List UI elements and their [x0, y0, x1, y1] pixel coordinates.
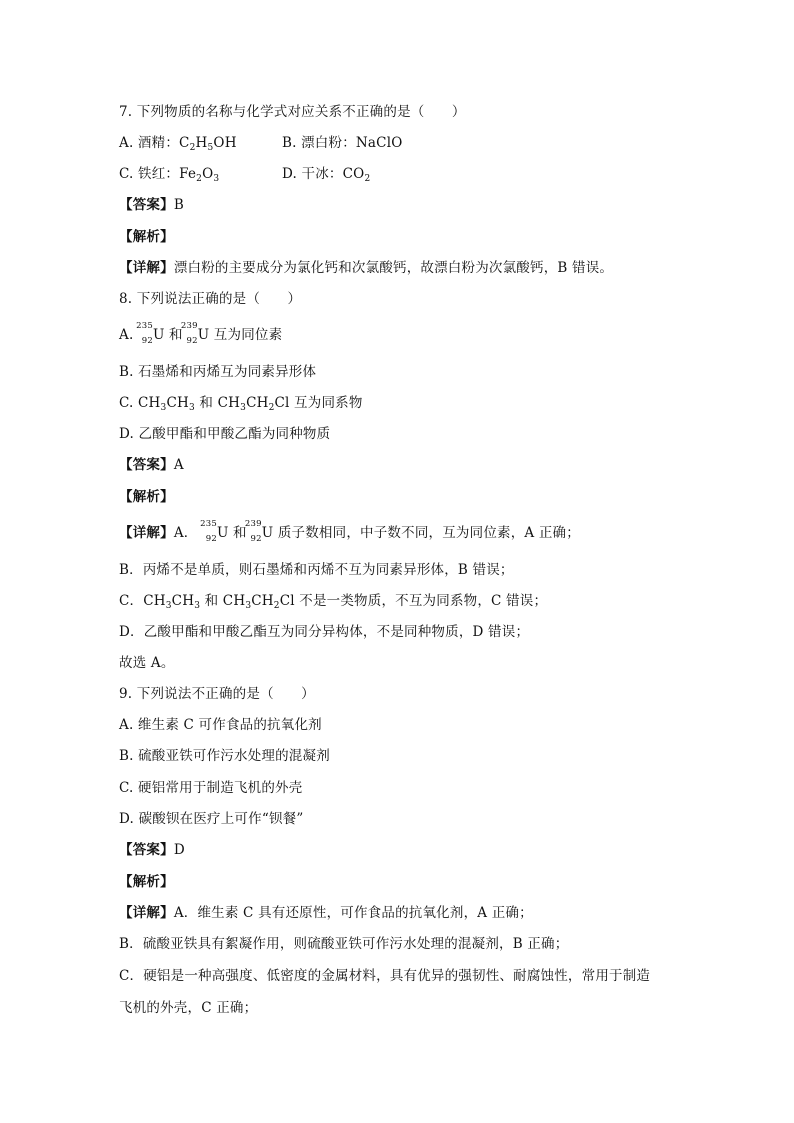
q9-detail-c-line1: C．硬铝是一种高强度、低密度的金属材料，具有优异的强韧性、耐腐蚀性，常用于制造 — [119, 968, 651, 984]
q8-conclusion: 故选 A。 — [119, 655, 175, 671]
q8-detail-b: B．丙烯不是单质，则石墨烯和丙烯不互为同素异形体，B 错误； — [119, 562, 514, 578]
q9-analysis-heading: 【解析】 — [119, 874, 174, 890]
q7-option-b: B. 漂白粉：NaClO — [282, 135, 403, 151]
nuclide-u235-detail: 235 92 — [200, 519, 217, 544]
q9-detail-b: B．硫酸亚铁具有絮凝作用，则硫酸亚铁可作污水处理的混凝剂，B 正确； — [119, 936, 569, 952]
q9-option-c: C. 硬铝常用于制造飞机的外壳 — [119, 780, 303, 796]
q7-options-row-2 — [119, 164, 371, 184]
q8-option-d: D. 乙酸甲酯和甲酸乙酯为同种物质 — [119, 426, 331, 442]
q9-option-d: D. 碳酸钡在医疗上可作“钡餐” — [119, 811, 304, 827]
q9-option-b: B. 硫酸亚铁可作污水处理的混凝剂 — [119, 748, 330, 764]
q9-detail-c-line2: 飞机的外壳，C 正确； — [119, 1000, 258, 1016]
nuclide-u239-detail: 239 92 — [244, 519, 262, 544]
nuclide-u235: 235 92 — [136, 321, 153, 346]
q9-answer: 【答案】D — [119, 842, 185, 858]
q9-option-a: A. 维生素 C 可作食品的抗氧化剂 — [119, 717, 322, 733]
q9-detail-a: 【详解】A．维生素 C 具有还原性，可作食品的抗氧化剂，A 正确； — [119, 905, 533, 921]
q8-option-c: C. $CH_3CH_3$ 和 $CH_3CH_2Cl$ 互为同系物 — [119, 395, 363, 413]
q8-option-b: B. 石墨烯和丙烯互为同素异形体 — [119, 364, 317, 380]
q9-stem: 9. 下列说法不正确的是（ ） — [119, 686, 315, 702]
q8-option-a: A. 235 92 U 和 239 92 U 互为同位素 — [119, 321, 283, 346]
q8-stem: 8. 下列说法正确的是（ ） — [119, 291, 302, 307]
q8-analysis-heading: 【解析】 — [119, 489, 174, 505]
q7-option-c: C. 铁红：$Fe_2O_3$ — [119, 166, 220, 184]
q7-options-row-1 — [119, 133, 403, 153]
q7-stem: 7. 下列物质的名称与化学式对应关系不正确的是（ ） — [119, 104, 466, 120]
q7-answer: 【答案】B — [119, 197, 184, 213]
q7-detail: 【详解】漂白粉的主要成分为氯化钙和次氯酸钙，故漂白粉为次氯酸钙，B 错误。 — [119, 260, 614, 276]
nuclide-u239: 239 92 — [180, 321, 198, 346]
q7-analysis-heading: 【解析】 — [119, 229, 174, 245]
q7-option-d: D. 干冰：$CO_2$ — [282, 166, 371, 184]
q7-option-a: A. 酒精：$C_2H_5OH$ — [119, 135, 237, 153]
q8-answer: 【答案】A — [119, 457, 184, 473]
q8-detail-c: C．$CH_3CH_3$ 和 $CH_3CH_2Cl$ 不是一类物质，不互为同系物，C 错误； — [119, 593, 548, 611]
q8-detail-a: 【详解】A． 235 92 U 和 239 92 U 质子数相同，中子数不同，互为同位素，A 正确； — [119, 519, 580, 544]
q8-detail-d: D．乙酸甲酯和甲酸乙酯互为同分异构体，不是同种物质，D 错误； — [119, 624, 530, 640]
